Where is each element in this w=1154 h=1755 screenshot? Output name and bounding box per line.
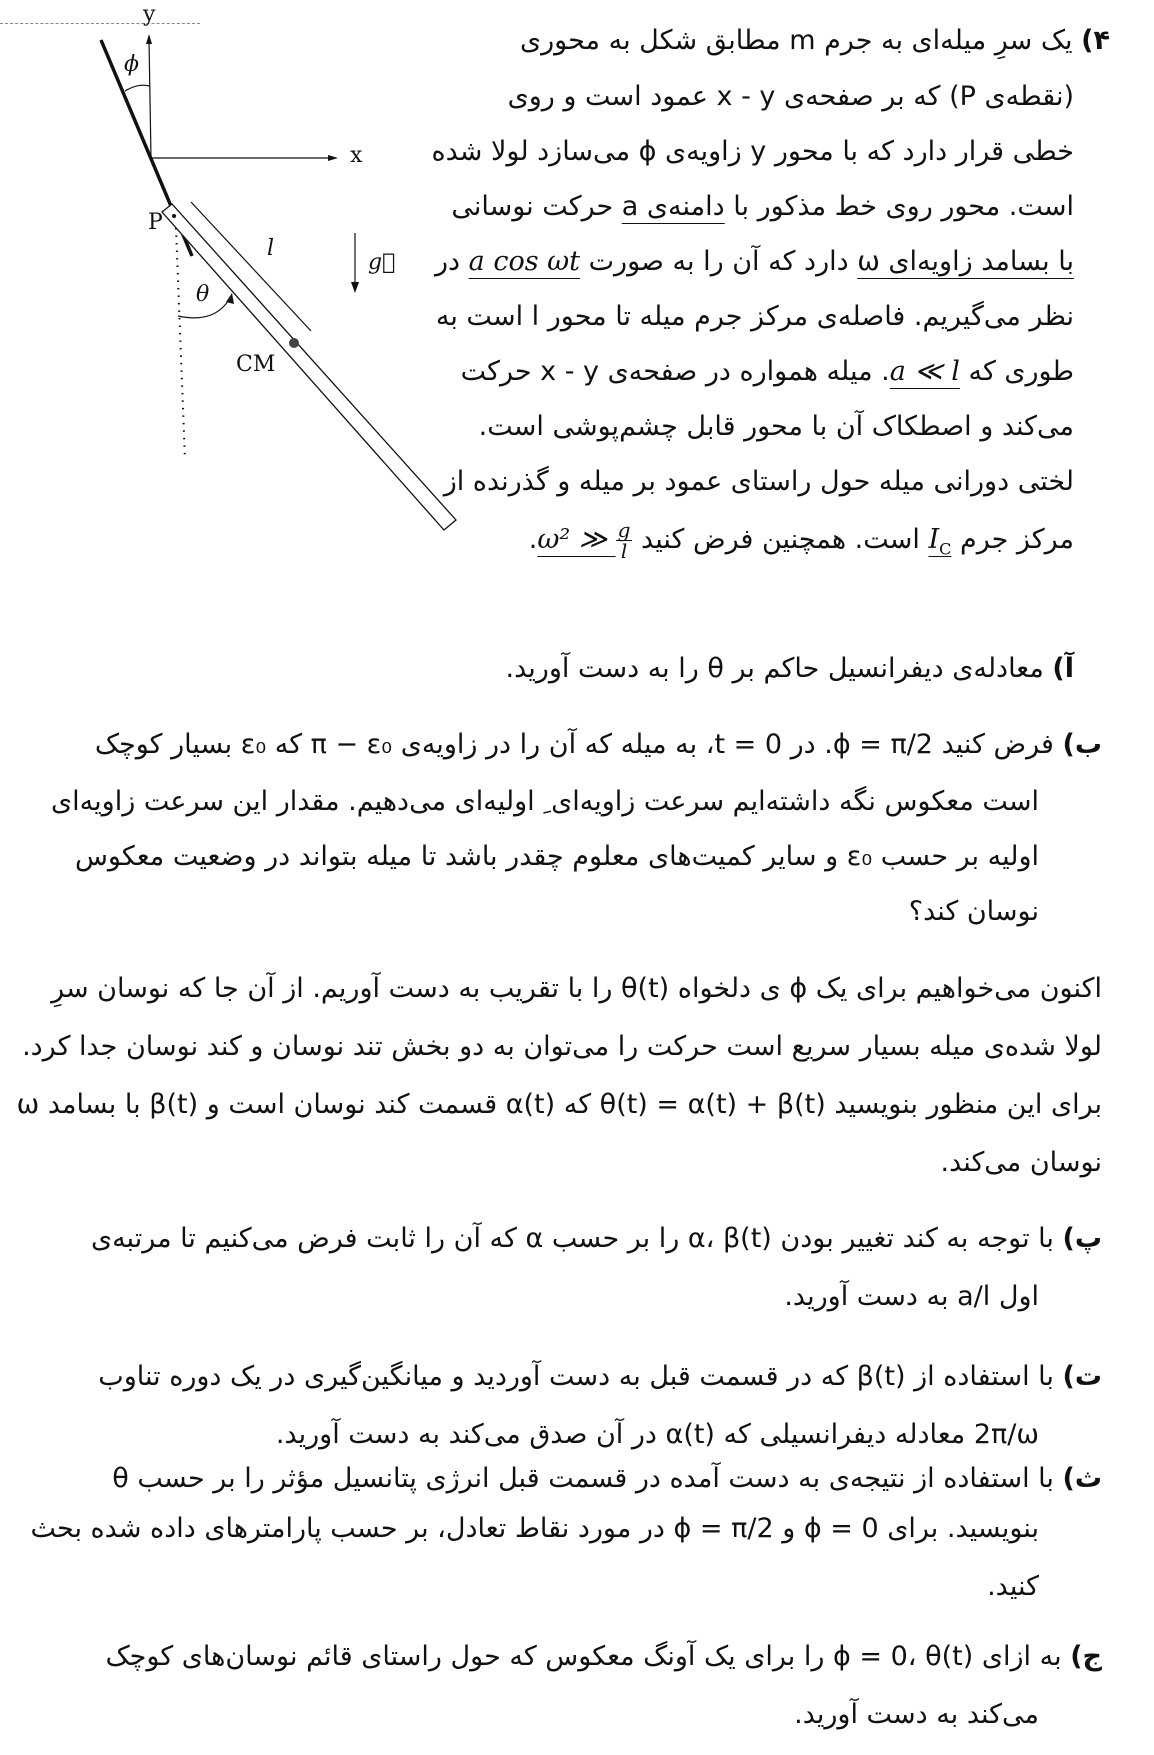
gravity-label: g⃗ — [368, 250, 396, 275]
paragraph-line-4: نوسان می‌کند. — [940, 1147, 1102, 1178]
x-axis-label: x — [350, 143, 363, 168]
y-axis — [149, 40, 151, 158]
intro-line-9: لختی دورانی میله حول راستای عمود بر میله و گذرنده از — [443, 466, 1074, 497]
part-t-label: ت) — [1062, 1361, 1102, 1392]
rod — [162, 204, 456, 530]
part-s-line-2: بنویسید. برای ϕ = 0 و ϕ = π/2 در مورد نقاط تعادل، بر حسب پارامترهای داده شده بحث — [30, 1513, 1039, 1544]
part-b-line-4: نوسان کند؟ — [908, 896, 1039, 927]
part-p-line-2: اول a/l به دست آورید. — [784, 1281, 1039, 1312]
y-axis-arrowhead — [146, 34, 152, 44]
part-t-line-2: 2π/ω معادله دیفرانسیلی که α(t) در آن صدق می‌کند به دست آورید. — [275, 1419, 1039, 1450]
theta-angle-label: θ — [196, 282, 210, 307]
part-j-line-2: می‌کند به دست آورید. — [794, 1699, 1039, 1730]
part-b-line-1: ب) فرض کنید ϕ = π/2. در t = 0، به میله که آن را در زاویه‌ی π − ε₀ که ε₀ بسیار کوچک — [94, 729, 1102, 760]
part-s-label: ث) — [1062, 1463, 1102, 1494]
intro-line-7: طوری که a ≪ l. میله همواره در صفحه‌ی x - y حرکت — [460, 356, 1074, 387]
vertical-reference-dotted — [176, 228, 185, 460]
part-b-line-2: است معکوس نگه داشته‌ایم سرعت زاویه‌ای ِ اولیه‌ای می‌دهیم. مقدار این سرعت زاویه‌ای — [51, 786, 1039, 817]
intro-line-5: با بسامد زاویه‌ای ω دارد که آن را به صورت a cos ωt در — [435, 246, 1074, 277]
length-label: l — [267, 236, 275, 261]
part-s-line-3: کنید. — [987, 1571, 1039, 1602]
part-b-line-3: اولیه بر حسب ε₀ و سایر کمیت‌های معلوم چقدر باشد تا میله بتواند در وضعیت معکوس — [74, 841, 1039, 872]
phi-angle-arc — [125, 85, 150, 91]
paragraph-line-1: اکنون می‌خواهیم برای یک ϕ ی دلخواه θ(t) را با تقریب به دست آوریم. از آن جا که نوسان سرِ — [51, 973, 1102, 1004]
y-axis-label: y — [143, 2, 156, 27]
pendulum-diagram — [0, 0, 460, 560]
intro-line-10: مرکز جرم $I_C$ است. همچنین فرض کنید ω² ≫ $\frac{g}{l}$ . — [528, 518, 1074, 563]
part-p-line-1: پ) با توجه به کند تغییر بودن α، β(t) را بر حسب α که آن را ثابت فرض می‌کنیم تا مرتبه‌ی — [90, 1223, 1102, 1254]
intro-line-6: نظر می‌گیریم. فاصله‌ی مرکز جرم میله تا محور l است به — [435, 301, 1074, 332]
part-j-label: ج) — [1070, 1641, 1102, 1672]
intro-line-4: است. محور روی خط مذکور با دامنه‌ی a حرکت نوسانی — [451, 191, 1074, 222]
omega-squared-condition: ω² ≫ $\frac{g}{l}$ — [537, 518, 631, 563]
part-p-label: پ) — [1062, 1223, 1102, 1254]
problem-number: ۴) — [1081, 25, 1110, 56]
part-j-line-1: ج) به ازای ϕ = 0، θ(t) را برای یک آونگ معکوس که حول راستای قائم نوسان‌های کوچک — [105, 1641, 1102, 1672]
part-b-label: ب) — [1062, 729, 1102, 760]
intro-line-1: ۴) یک سرِ میله‌ای به جرم m مطابق شکل به محوری — [520, 25, 1110, 56]
intro-line-2: (نقطه‌ی P) که بر صفحه‌ی x - y عمود است و روی — [507, 81, 1074, 112]
part-t-line-1: ت) با استفاده از β(t) که در قسمت قبل به دست آوردید و میانگین‌گیری در یک دوره تناوب — [98, 1361, 1102, 1392]
x-axis-arrowhead — [328, 155, 338, 161]
paragraph-line-2: لولا شده‌ی میله بسیار سریع است حرکت را می‌توان به دو بخش تند نوسان و کند نوسان جدا کرد. — [22, 1031, 1102, 1062]
gravity-arrowhead — [351, 282, 359, 293]
part-a-label: آ) — [1052, 653, 1074, 684]
part-s-line-1: ث) با استفاده از نتیجه‌ی به دست آمده در قسمت قبل انرژی پتانسیل مؤثر را بر حسب θ — [112, 1463, 1102, 1494]
paragraph-line-3: برای این منظور بنویسید θ(t) = α(t) + β(t) که α(t) قسمت کند نوسان است و β(t) با بسامد ω — [16, 1089, 1102, 1120]
g-over-l-fraction: $\frac{g}{l}$ — [617, 518, 631, 563]
pivot-label: P — [148, 210, 163, 235]
pivot-point — [172, 214, 176, 218]
moment-of-inertia: $I_C$ — [928, 524, 952, 559]
center-of-mass-label: CM — [236, 352, 276, 377]
center-of-mass-dot — [289, 338, 299, 348]
part-a: آ) معادله‌ی دیفرانسیل حاکم بر θ را به دست آورید. — [505, 653, 1074, 684]
intro-line-8: می‌کند و اصطکاک آن با محور قابل چشم‌پوشی است. — [478, 411, 1074, 442]
intro-line-3: خطی قرار دارد که با محور y زاویه‌ی ϕ می‌سازد لولا شده — [431, 136, 1074, 167]
phi-angle-label: ϕ — [124, 52, 139, 77]
